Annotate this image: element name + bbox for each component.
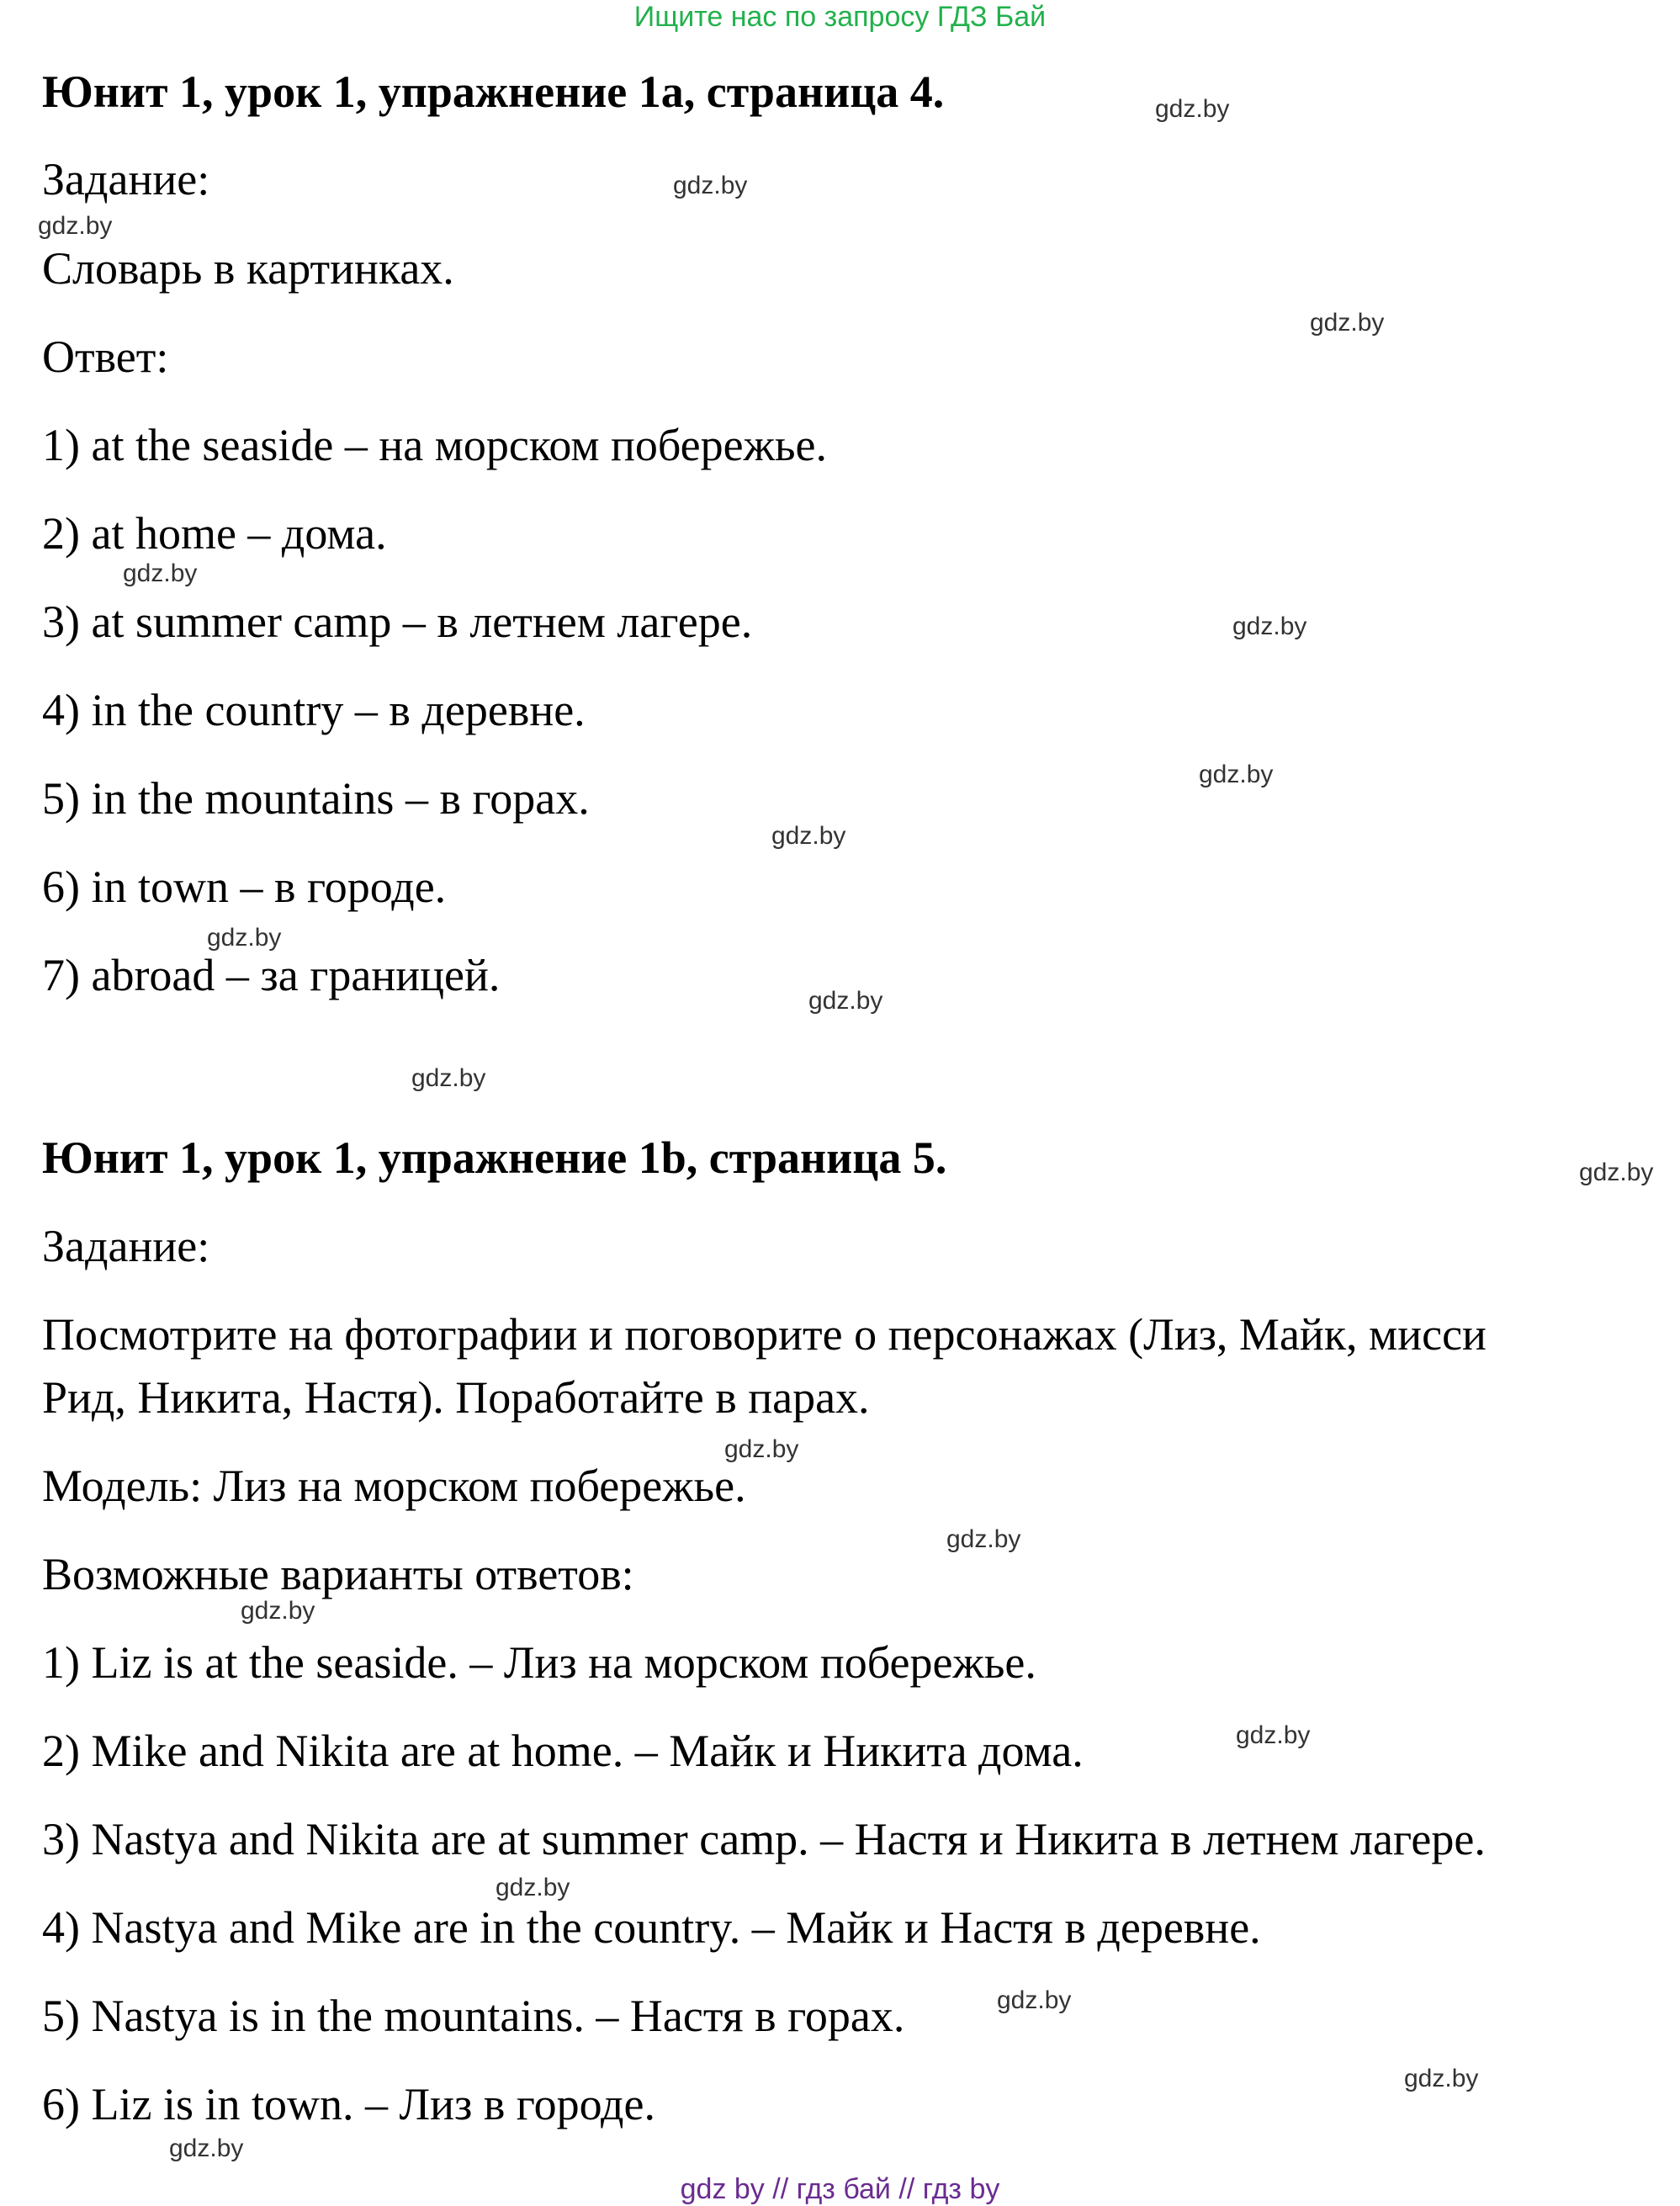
section1-item: 7) abroad – за границей.	[42, 950, 501, 1000]
watermark: gdz.by	[1404, 2065, 1479, 2092]
watermark: gdz.by	[1199, 761, 1274, 788]
section2-task-label: Задание:	[42, 1221, 210, 1271]
section1-item: 2) at home – дома.	[42, 508, 387, 559]
watermark: gdz.by	[169, 2134, 244, 2162]
section2-task-line: Посмотрите на фотографии и поговорите о персонажах (Лиз, Майк, мисси	[42, 1309, 1487, 1360]
section1-task-label: Задание:	[42, 154, 210, 204]
watermark: gdz.by	[1232, 612, 1307, 640]
watermark: gdz.by	[123, 559, 198, 587]
watermark: gdz.by	[673, 172, 748, 199]
section2-item: 1) Liz is at the seaside. – Лиз на морском побережье.	[42, 1637, 1036, 1688]
section2-item: 5) Nastya is in the mountains. – Настя в горах.	[42, 1991, 905, 2041]
section2-item: 2) Mike and Nikita are at home. – Майк и Никита дома.	[42, 1726, 1084, 1776]
section1-answer-label: Ответ:	[42, 331, 169, 382]
section2-task-line: Рид, Никита, Настя). Поработайте в парах.	[42, 1372, 870, 1423]
watermark: gdz.by	[1155, 95, 1230, 123]
watermark: gdz.by	[946, 1525, 1021, 1553]
watermark: gdz.by	[997, 1986, 1072, 2014]
section1-task-text: Словарь в картинках.	[42, 243, 454, 294]
section2-item: 4) Nastya and Mike are in the country. – Майк и Настя в деревне.	[42, 1902, 1261, 1953]
section1-item: 3) at summer camp – в летнем лагере.	[42, 597, 753, 647]
section1-item: 4) in the country – в деревне.	[42, 685, 586, 735]
watermark: gdz.by	[241, 1597, 315, 1625]
section2-model: Модель: Лиз на морском побережье.	[42, 1461, 746, 1511]
watermark: gdz.by	[1310, 309, 1385, 337]
section2-variants-label: Возможные варианты ответов:	[42, 1549, 634, 1599]
section2-item: 6) Liz is in town. – Лиз в городе.	[42, 2079, 655, 2129]
watermark: gdz.by	[808, 987, 883, 1015]
section1-item: 1) at the seaside – на морском побережье.	[42, 420, 828, 470]
section2-title: Юнит 1, урок 1, упражнение 1b, страница 5.	[42, 1132, 947, 1183]
watermark: gdz.by	[411, 1064, 486, 1092]
watermark: gdz.by	[496, 1874, 570, 1901]
top-banner[interactable]: Ищите нас по запросу ГДЗ Бай	[633, 1, 1047, 33]
watermark: gdz.by	[1579, 1159, 1654, 1186]
watermark: gdz.by	[771, 822, 846, 850]
section1-title: Юнит 1, урок 1, упражнение 1a, страница 4.	[42, 66, 945, 117]
footer-links[interactable]: gdz by // гдз бай // гдз by	[680, 2173, 1000, 2205]
watermark: gdz.by	[38, 212, 113, 240]
section2-item: 3) Nastya and Nikita are at summer camp. – Настя и Никита в летнем лагере.	[42, 1814, 1486, 1864]
watermark: gdz.by	[724, 1435, 799, 1463]
watermark: gdz.by	[1236, 1721, 1311, 1749]
section1-item: 5) in the mountains – в горах.	[42, 773, 590, 824]
section1-item: 6) in town – в городе.	[42, 862, 447, 912]
watermark: gdz.by	[207, 924, 282, 952]
